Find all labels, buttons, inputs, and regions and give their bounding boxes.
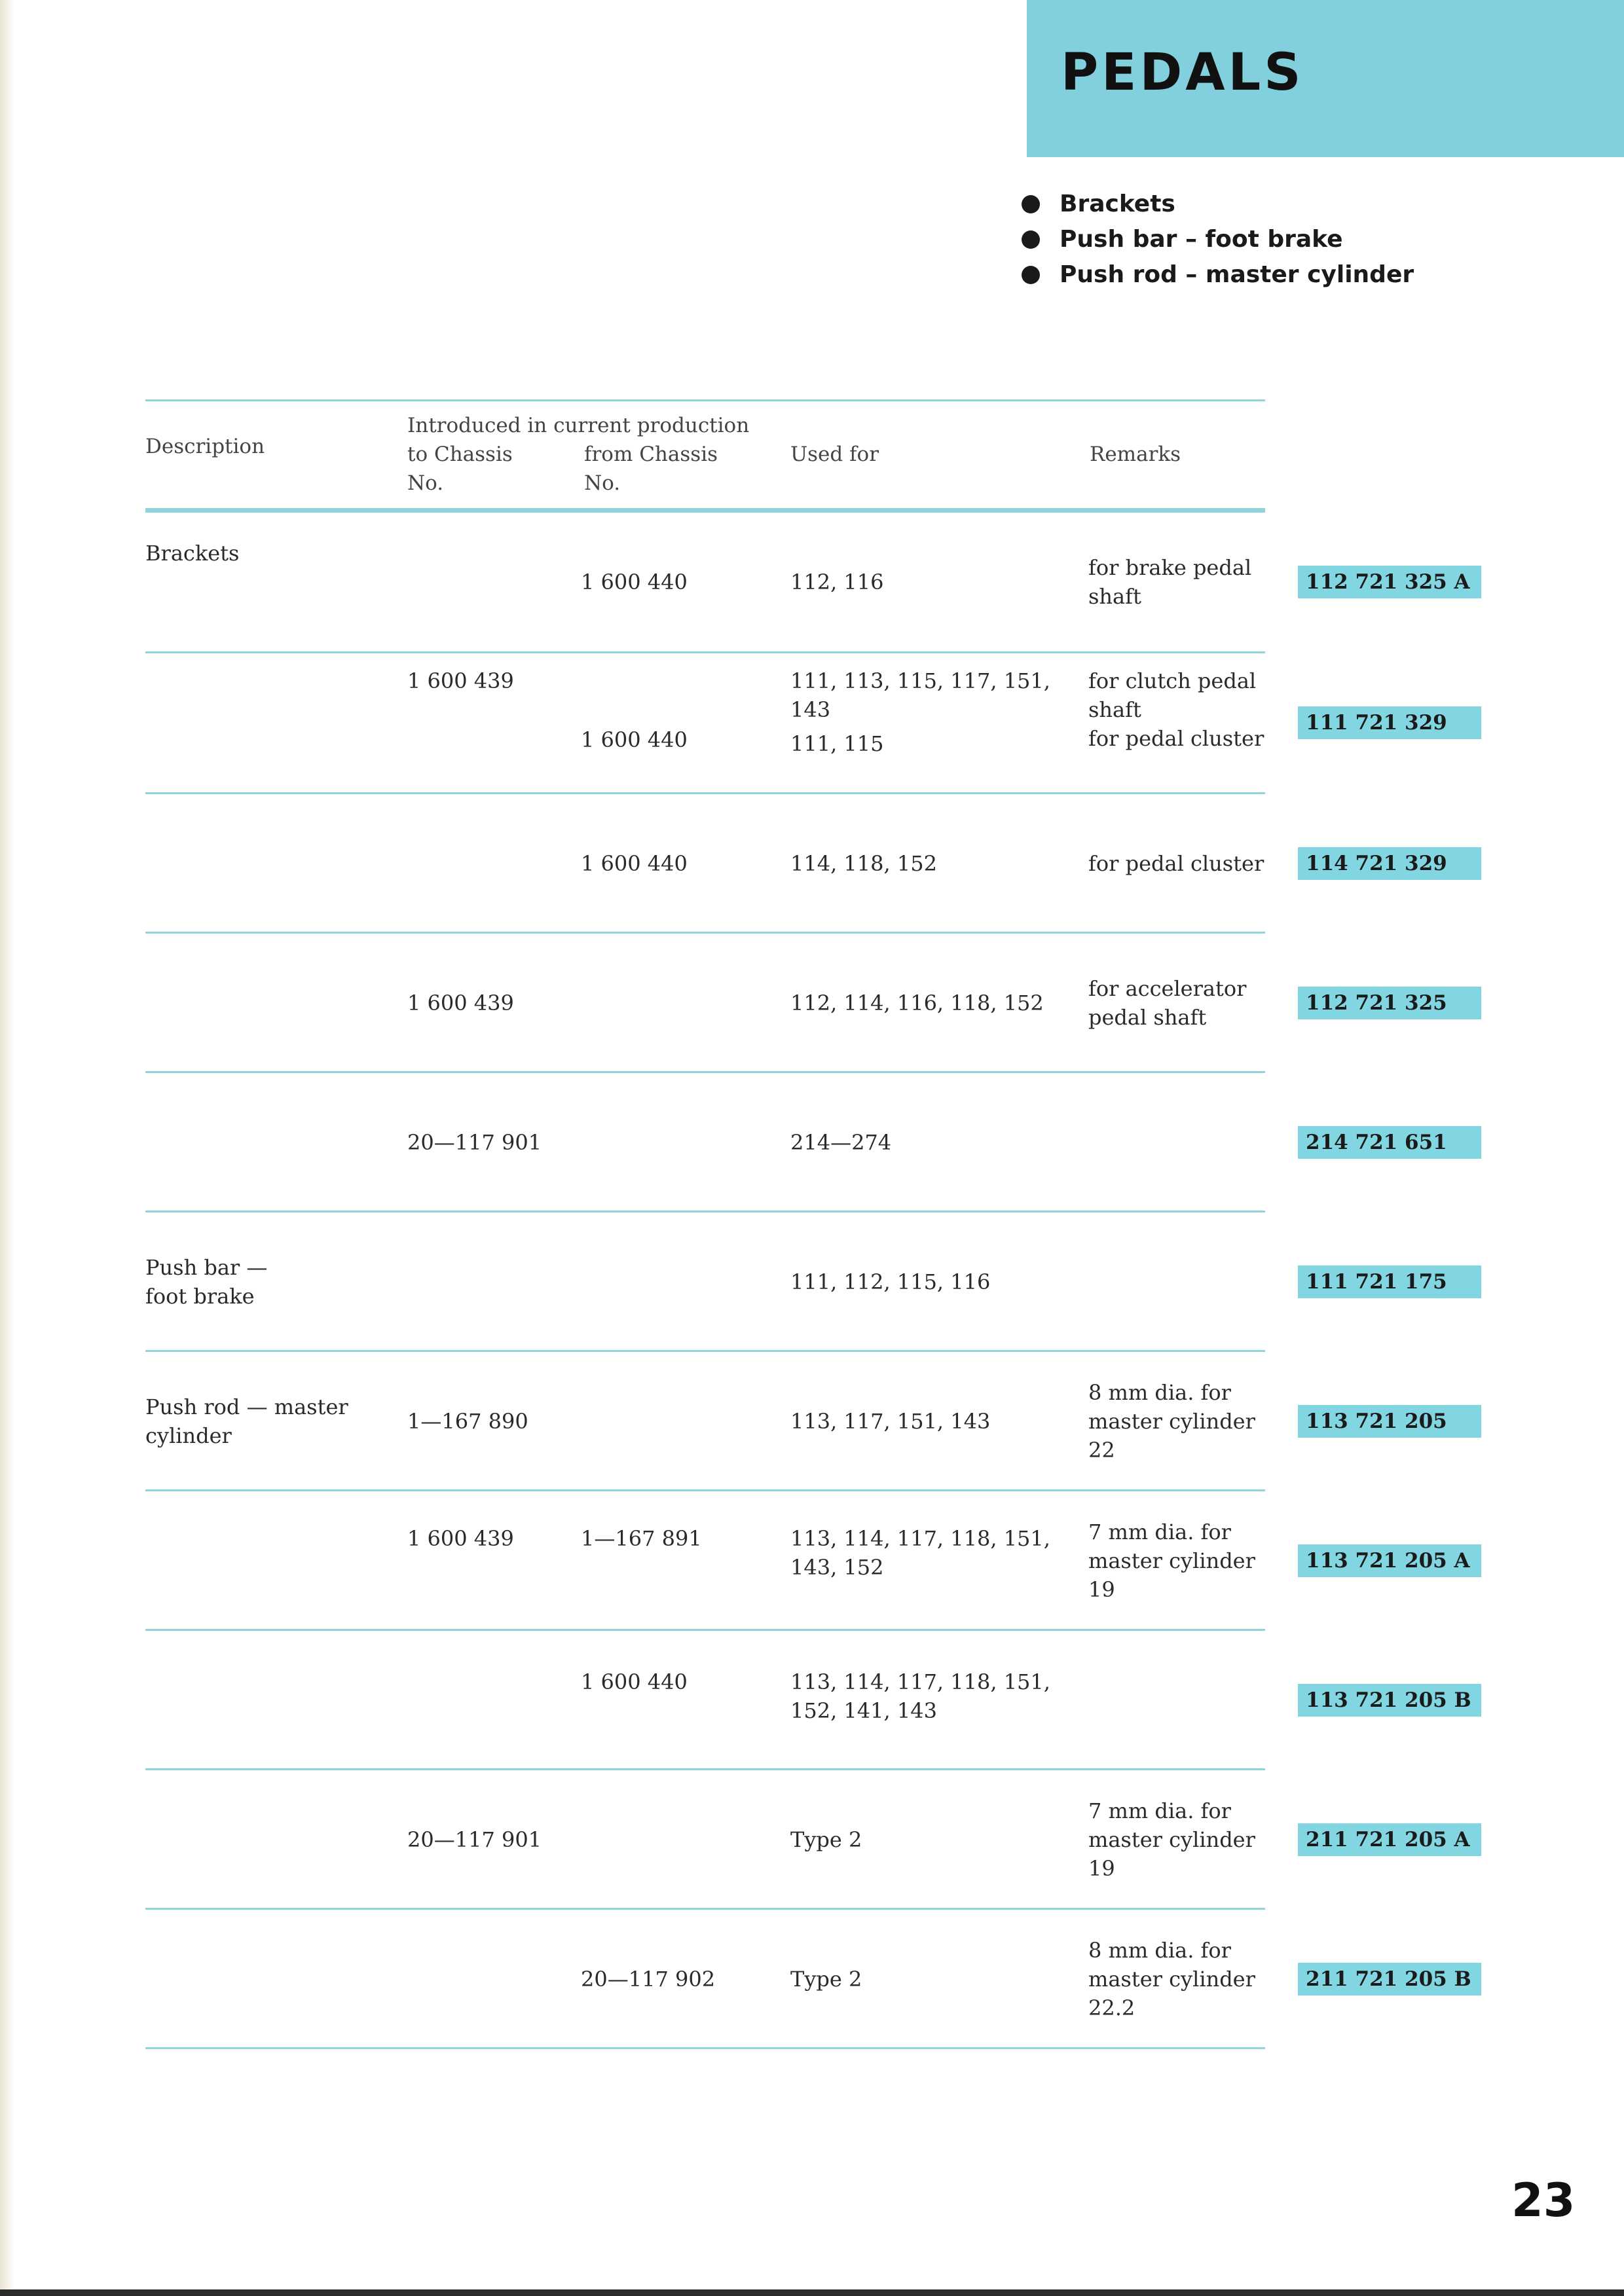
to-chassis-cell: 1 600 439 [407, 668, 514, 693]
used-for-cell: 113, 114, 117, 118, 151, 152, 141, 143 [790, 1669, 1050, 1723]
description-cell: Push rod — master cylinder [145, 1394, 348, 1448]
table-row [145, 653, 1481, 792]
description-cell: Brackets [145, 541, 240, 566]
table-bottom-rule [145, 2047, 1265, 2049]
to-chassis-cell: 1 600 439 [407, 991, 514, 1015]
bullet-icon [1022, 266, 1040, 284]
contents-item: Brackets [1022, 187, 1414, 222]
page-binding-edge [0, 0, 14, 2296]
part-number-cell [1298, 1770, 1481, 1909]
part-number-cell [1298, 513, 1481, 651]
used-for-cell: Type 2 [790, 1827, 862, 1852]
header-to-chassis-no: No. [407, 471, 444, 495]
part-number-cell [1298, 934, 1481, 1072]
table-row [145, 1073, 1481, 1212]
part-number-badge: 111 721 175 [1298, 1266, 1481, 1298]
from-chassis-cell: 1 600 440 [581, 1669, 688, 1694]
part-number-badge: 211 721 205 B [1298, 1963, 1481, 1995]
used-for-cell: 214—274 [790, 1130, 892, 1155]
table-row [145, 1212, 1481, 1351]
from-chassis-cell: 1 600 440 [581, 570, 688, 594]
page-title: PEDALS [1061, 43, 1304, 102]
header-introduced: Introduced in current production [407, 414, 750, 437]
header-used-for: Used for [790, 443, 879, 466]
remarks-cell: 7 mm dia. for master cylinder 19 [1088, 1520, 1255, 1602]
section-contents-list [1022, 187, 1414, 293]
part-number-badge: 113 721 205 A [1298, 1544, 1481, 1577]
part-number-cell [1298, 1631, 1481, 1770]
part-number-badge: 111 721 329 [1298, 706, 1481, 739]
page-bottom-edge [0, 2289, 1624, 2296]
part-number-cell [1298, 1910, 1481, 2049]
table-row [145, 1352, 1481, 1491]
header-remarks: Remarks [1090, 443, 1181, 466]
table-row [145, 794, 1481, 933]
used-for-cell: 111, 113, 115, 117, 151, 143 111, 115 [790, 666, 1072, 758]
used-for-cell: 113, 114, 117, 118, 151, 143, 152 [790, 1526, 1050, 1580]
header-bottom-rule [145, 508, 1265, 513]
from-chassis-cell: 1 600 440 [581, 727, 688, 752]
page-number: 23 [1511, 2174, 1576, 2227]
used-for-cell: 112, 116 [790, 570, 884, 594]
part-number-badge: 113 721 205 [1298, 1405, 1481, 1438]
bullet-icon [1022, 230, 1040, 249]
used-for-secondary: 111, 115 [790, 731, 884, 756]
used-for-cell: 111, 112, 115, 116 [790, 1269, 991, 1294]
to-chassis-cell: 1 600 439 [407, 1526, 514, 1551]
contents-item: Push bar – foot brake [1022, 222, 1414, 257]
bullet-icon [1022, 195, 1040, 213]
part-number-cell [1298, 1491, 1481, 1630]
table-row [145, 1491, 1481, 1630]
table-row [145, 1631, 1481, 1770]
header-from-chassis: from Chassis [584, 443, 718, 466]
part-number-badge: 113 721 205 B [1298, 1684, 1481, 1717]
part-number-badge: 211 721 205 A [1298, 1823, 1481, 1856]
contents-item: Push rod – master cylinder [1022, 257, 1414, 293]
part-number-cell [1298, 1352, 1481, 1491]
part-number-badge: 114 721 329 [1298, 847, 1481, 880]
to-chassis-cell: 20—117 901 [407, 1130, 542, 1155]
used-for-cell: 112, 114, 116, 118, 152 [790, 991, 1044, 1015]
part-number-cell [1298, 653, 1481, 792]
part-number-badge: 112 721 325 [1298, 987, 1481, 1019]
remarks-cell: 8 mm dia. for master cylinder 22 [1088, 1380, 1255, 1463]
used-for-cell: 113, 117, 151, 143 [790, 1409, 991, 1434]
header-description: Description [145, 435, 265, 458]
to-chassis-cell: 1—167 890 [407, 1409, 528, 1434]
table-row [145, 934, 1481, 1072]
part-number-badge: 112 721 325 A [1298, 566, 1481, 598]
header-to-chassis: to Chassis [407, 443, 513, 466]
used-for-cell: 114, 118, 152 [790, 851, 937, 876]
used-for-cell: Type 2 [790, 1967, 862, 1992]
remarks-secondary: for pedal cluster [1088, 726, 1264, 751]
to-chassis-cell: 20—117 901 [407, 1827, 542, 1852]
part-number-cell [1298, 1073, 1481, 1212]
table-row [145, 1770, 1481, 1909]
part-number-cell [1298, 1212, 1481, 1351]
part-number-cell [1298, 794, 1481, 933]
header-from-chassis-no: No. [584, 471, 621, 495]
from-chassis-cell: 1 600 440 [581, 851, 688, 876]
table-top-rule [145, 399, 1265, 401]
remarks-cell: 7 mm dia. for master cylinder 19 [1088, 1798, 1255, 1881]
remarks-cell: for clutch pedal shaft for pedal cluster [1088, 666, 1278, 753]
from-chassis-cell: 1—167 891 [581, 1526, 702, 1551]
part-number-badge: 214 721 651 [1298, 1126, 1481, 1159]
remarks-cell: for accelerator pedal shaft [1088, 976, 1247, 1030]
from-chassis-cell: 20—117 902 [581, 1967, 716, 1992]
remarks-cell: for brake pedal shaft [1088, 555, 1252, 609]
table-row [145, 513, 1481, 651]
table-row [145, 1910, 1481, 2049]
remarks-cell: for pedal cluster [1088, 851, 1264, 876]
title-banner [1027, 0, 1624, 157]
remarks-cell: 8 mm dia. for master cylinder 22.2 [1088, 1938, 1255, 2020]
description-cell: Push bar — foot brake [145, 1255, 268, 1309]
